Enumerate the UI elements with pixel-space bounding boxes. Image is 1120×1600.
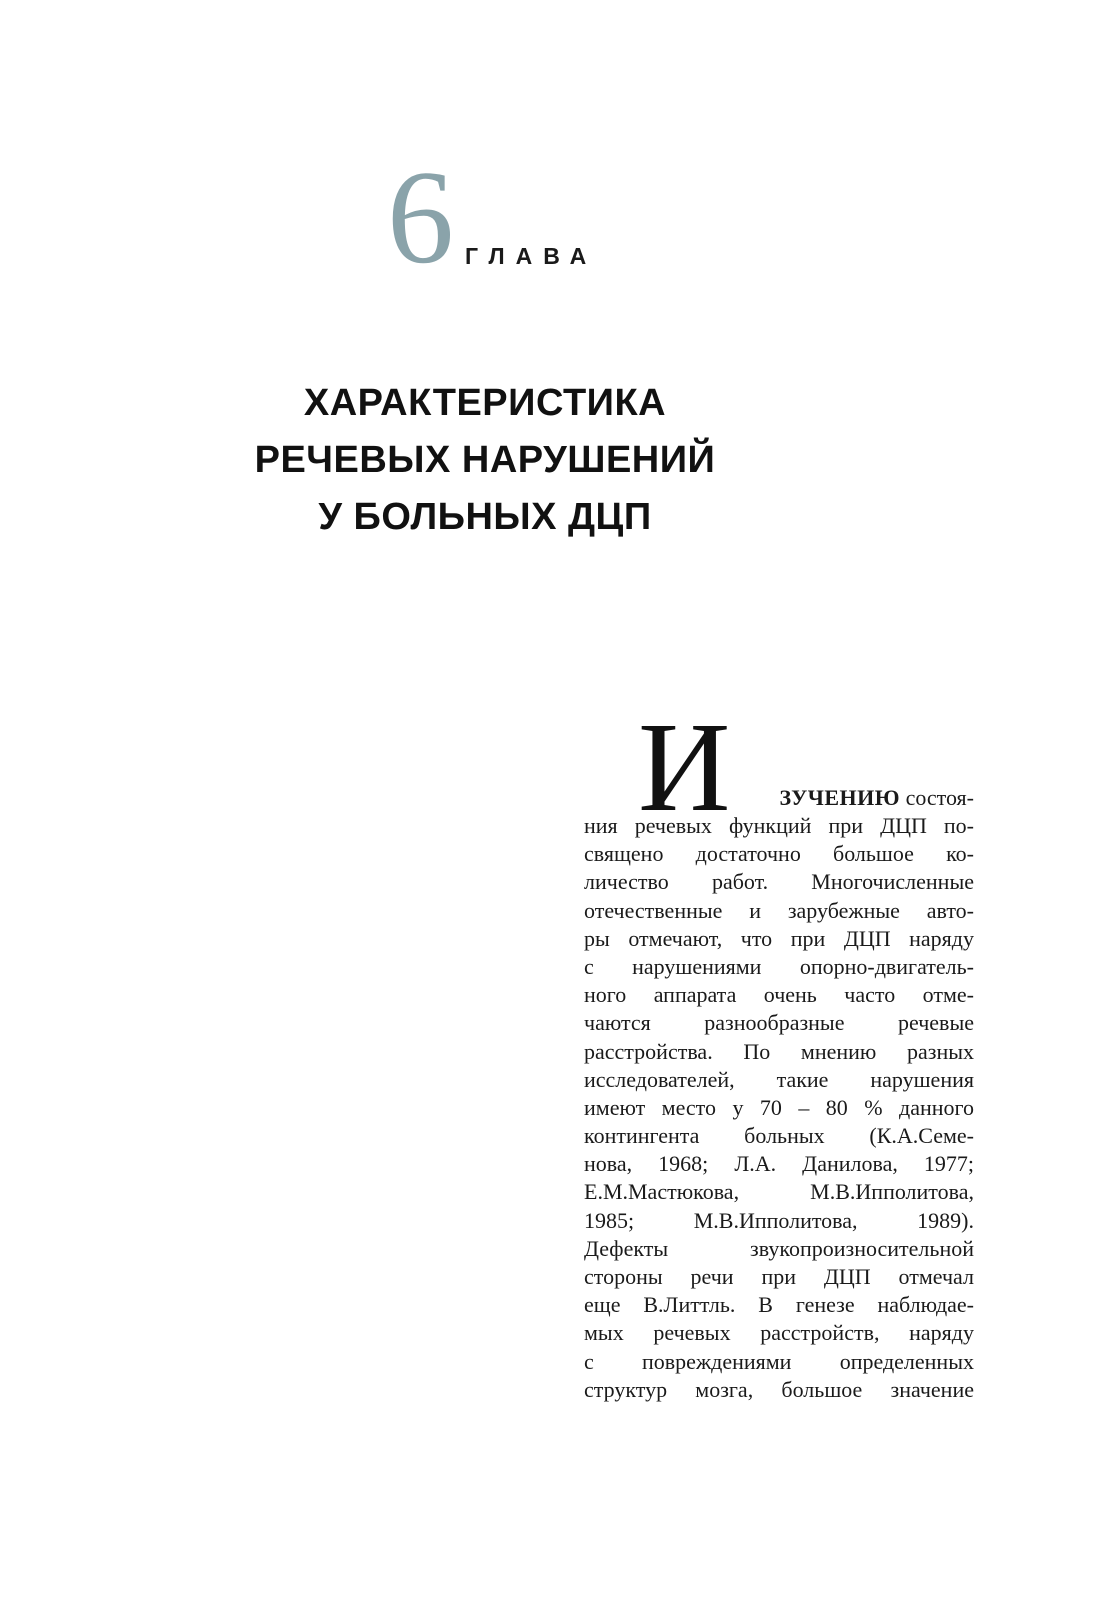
body-line: мых речевых расстройств, наряду xyxy=(584,1320,974,1346)
body-line: контингента больных (К.А.Семе- xyxy=(584,1123,974,1149)
chapter-label: ГЛАВА xyxy=(465,243,598,269)
body-line: с нарушениями опорно-двигатель- xyxy=(584,953,974,979)
chapter-title xyxy=(200,375,770,546)
body-line: ния речевых функций при ДЦП по- xyxy=(584,813,974,838)
body-paragraph xyxy=(584,812,974,1404)
drop-cap-letter: И xyxy=(638,696,731,838)
body-line: Дефекты звукопроизносительной xyxy=(584,1235,974,1261)
lead-line xyxy=(584,784,974,812)
chapter-title-line: ХАРАКТЕРИСТИКА xyxy=(303,382,667,425)
chapter-title-line: РЕЧЕВЫХ НАРУШЕНИЙ xyxy=(254,439,716,482)
body-line: чаются разнообразные речевые xyxy=(584,1010,974,1036)
chapter-heading xyxy=(387,143,687,291)
body-text-column xyxy=(584,696,974,1404)
body-line: имеют место у 70 – 80 % данного xyxy=(584,1094,974,1120)
body-line: Е.М.Мастюкова, М.В.Ипполитова, xyxy=(584,1179,974,1205)
body-line: ры отмечают, что при ДЦП наряду xyxy=(584,925,974,951)
body-line: исследователей, такие нарушения xyxy=(584,1066,974,1092)
body-line: стороны речи при ДЦП отмечал xyxy=(584,1264,974,1289)
body-line: нова, 1968; Л.А. Данилова, 1977; xyxy=(584,1151,974,1177)
body-line: ного аппарата очень часто отме- xyxy=(584,982,974,1008)
body-line: еще В.Литтль. В генезе наблюдае- xyxy=(584,1292,974,1318)
body-line: с повреждениями определенных xyxy=(584,1348,974,1374)
lead-word: ЗУЧЕНИЮ xyxy=(779,785,901,810)
body-line: расстройства. По мнению разных xyxy=(584,1038,974,1064)
lead-rest: состоя- xyxy=(905,785,974,810)
chapter-number: 6 xyxy=(387,143,454,291)
body-line: 1985; М.В.Ипполитова, 1989). xyxy=(584,1207,974,1233)
body-line: личество работ. Многочисленные xyxy=(584,869,974,895)
chapter-title-line: У БОЛЬНЫХ ДЦП xyxy=(318,496,652,539)
body-line: отечественные и зарубежные авто- xyxy=(584,897,974,923)
body-line: структур мозга, большое значение xyxy=(584,1376,974,1402)
body-line: священо достаточно большое ко- xyxy=(584,841,974,867)
